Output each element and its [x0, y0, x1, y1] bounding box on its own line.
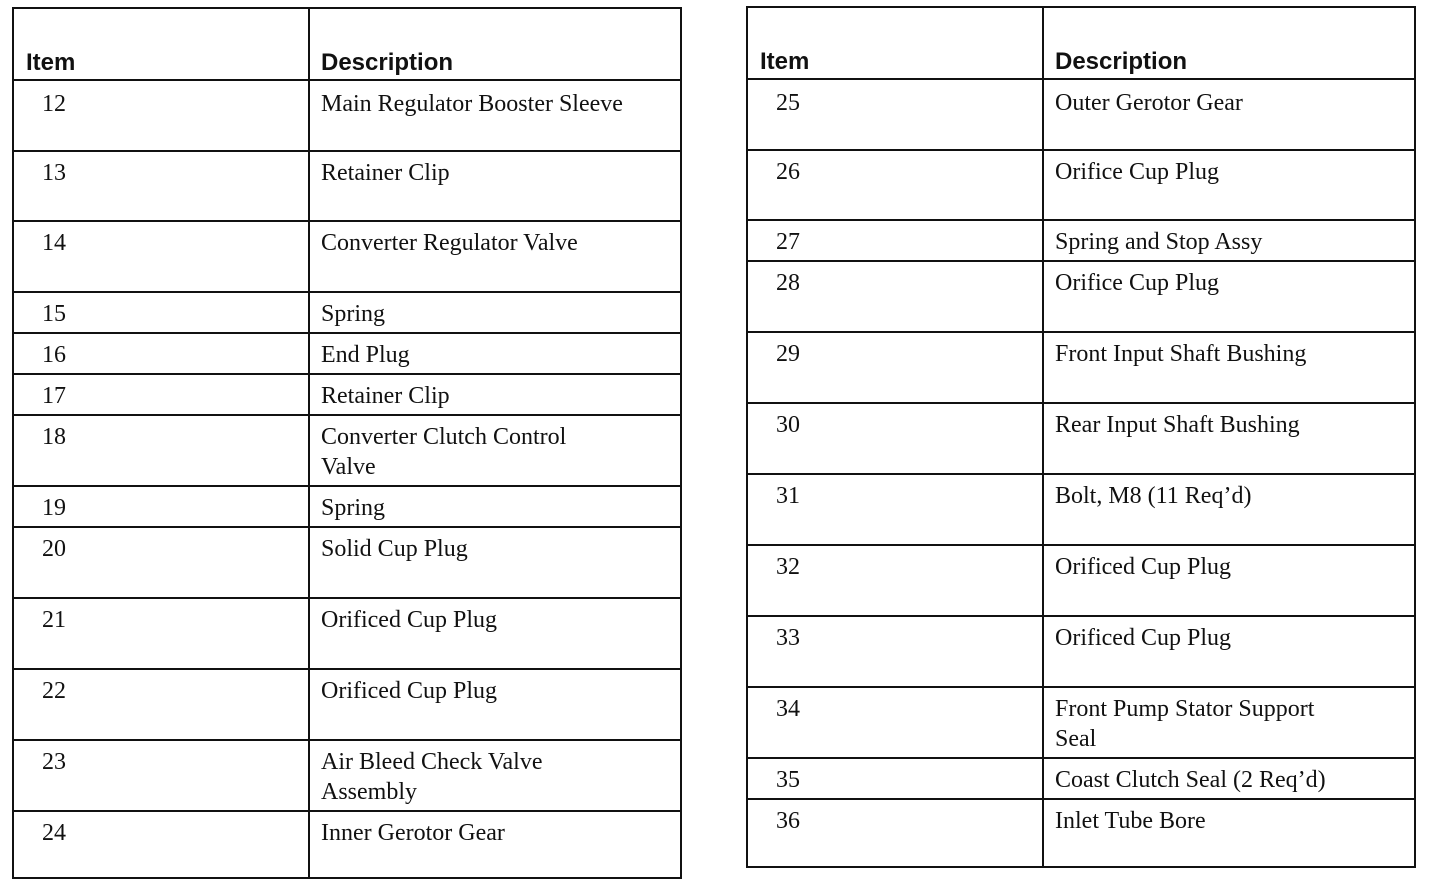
item-description: Front Input Shaft Bushing: [1055, 341, 1307, 367]
table-row: [748, 149, 1414, 221]
item-description: Retainer Clip: [321, 383, 450, 409]
item-number: 28: [776, 270, 800, 296]
item-description: Orifice Cup Plug: [1055, 159, 1219, 185]
item-number: 12: [42, 91, 66, 117]
parts-table-right: [746, 6, 1416, 868]
table-row: [748, 473, 1414, 545]
table-header-row: [748, 8, 1414, 80]
table-row: [748, 615, 1414, 687]
header-item: Item: [760, 48, 810, 75]
item-number: 13: [42, 160, 66, 186]
table-row: [14, 485, 680, 527]
item-number: 17: [42, 383, 66, 409]
item-number: 25: [776, 90, 800, 116]
item-description: Orificed Cup Plug: [1055, 625, 1231, 651]
table-row: [748, 686, 1414, 758]
table-row: [14, 810, 680, 880]
item-description: Inlet Tube Bore: [1055, 808, 1206, 834]
table-row: [14, 332, 680, 374]
item-description: Rear Input Shaft Bushing: [1055, 412, 1300, 438]
table-row: [748, 219, 1414, 261]
item-description: Converter Regulator Valve: [321, 230, 578, 256]
item-number: 32: [776, 554, 800, 580]
item-number: 36: [776, 808, 800, 834]
item-number: 18: [42, 424, 66, 450]
table-row: [14, 373, 680, 415]
item-description: Inner Gerotor Gear: [321, 820, 505, 846]
item-description: Bolt, M8 (11 Req’d): [1055, 483, 1252, 509]
table-row: [748, 260, 1414, 332]
item-description: Main Regulator Booster Sleeve: [321, 91, 623, 117]
table-row: [748, 331, 1414, 403]
item-number: 22: [42, 678, 66, 704]
item-description: Orificed Cup Plug: [1055, 554, 1231, 580]
header-item: Item: [26, 49, 76, 76]
item-number: 14: [42, 230, 66, 256]
item-number: 34: [776, 696, 800, 722]
item-number: 23: [42, 749, 66, 775]
item-description: Solid Cup Plug: [321, 536, 468, 562]
item-number: 31: [776, 483, 800, 509]
header-description: Description: [321, 49, 454, 76]
item-description: Spring and Stop Assy: [1055, 229, 1263, 255]
item-description: Air Bleed Check Valve Assembly: [321, 749, 543, 805]
table-row: [14, 291, 680, 333]
item-description: Outer Gerotor Gear: [1055, 90, 1243, 116]
table-row: [748, 798, 1414, 868]
item-description: Orifice Cup Plug: [1055, 270, 1219, 296]
table-row: [748, 402, 1414, 474]
item-number: 30: [776, 412, 800, 438]
table-row: [14, 526, 680, 598]
item-description: Orificed Cup Plug: [321, 678, 497, 704]
item-number: 16: [42, 342, 66, 368]
table-row: [14, 220, 680, 292]
header-description: Description: [1055, 48, 1188, 75]
item-description: Spring: [321, 495, 386, 521]
item-number: 27: [776, 229, 800, 255]
item-number: 19: [42, 495, 66, 521]
table-row: [748, 544, 1414, 616]
table-row: [14, 79, 680, 151]
item-description: Spring: [321, 301, 386, 327]
item-number: 35: [776, 767, 800, 793]
item-number: 33: [776, 625, 800, 651]
table-row: [748, 78, 1414, 150]
table-row: [14, 597, 680, 669]
table-row: [748, 757, 1414, 799]
table-row: [14, 150, 680, 222]
item-number: 29: [776, 341, 800, 367]
item-number: 20: [42, 536, 66, 562]
table-row: [14, 739, 680, 811]
item-description: Coast Clutch Seal (2 Req’d): [1055, 767, 1326, 793]
table-row: [14, 414, 680, 486]
item-description: End Plug: [321, 342, 410, 368]
table-row: [14, 668, 680, 740]
item-description: Front Pump Stator Support Seal: [1055, 696, 1315, 752]
item-number: 26: [776, 159, 800, 185]
item-number: 15: [42, 301, 66, 327]
parts-table-left: [12, 7, 682, 879]
item-description: Orificed Cup Plug: [321, 607, 497, 633]
table-header-row: [14, 9, 680, 81]
item-description: Converter Clutch Control Valve: [321, 424, 567, 480]
item-number: 24: [42, 820, 66, 846]
item-number: 21: [42, 607, 66, 633]
item-description: Retainer Clip: [321, 160, 450, 186]
